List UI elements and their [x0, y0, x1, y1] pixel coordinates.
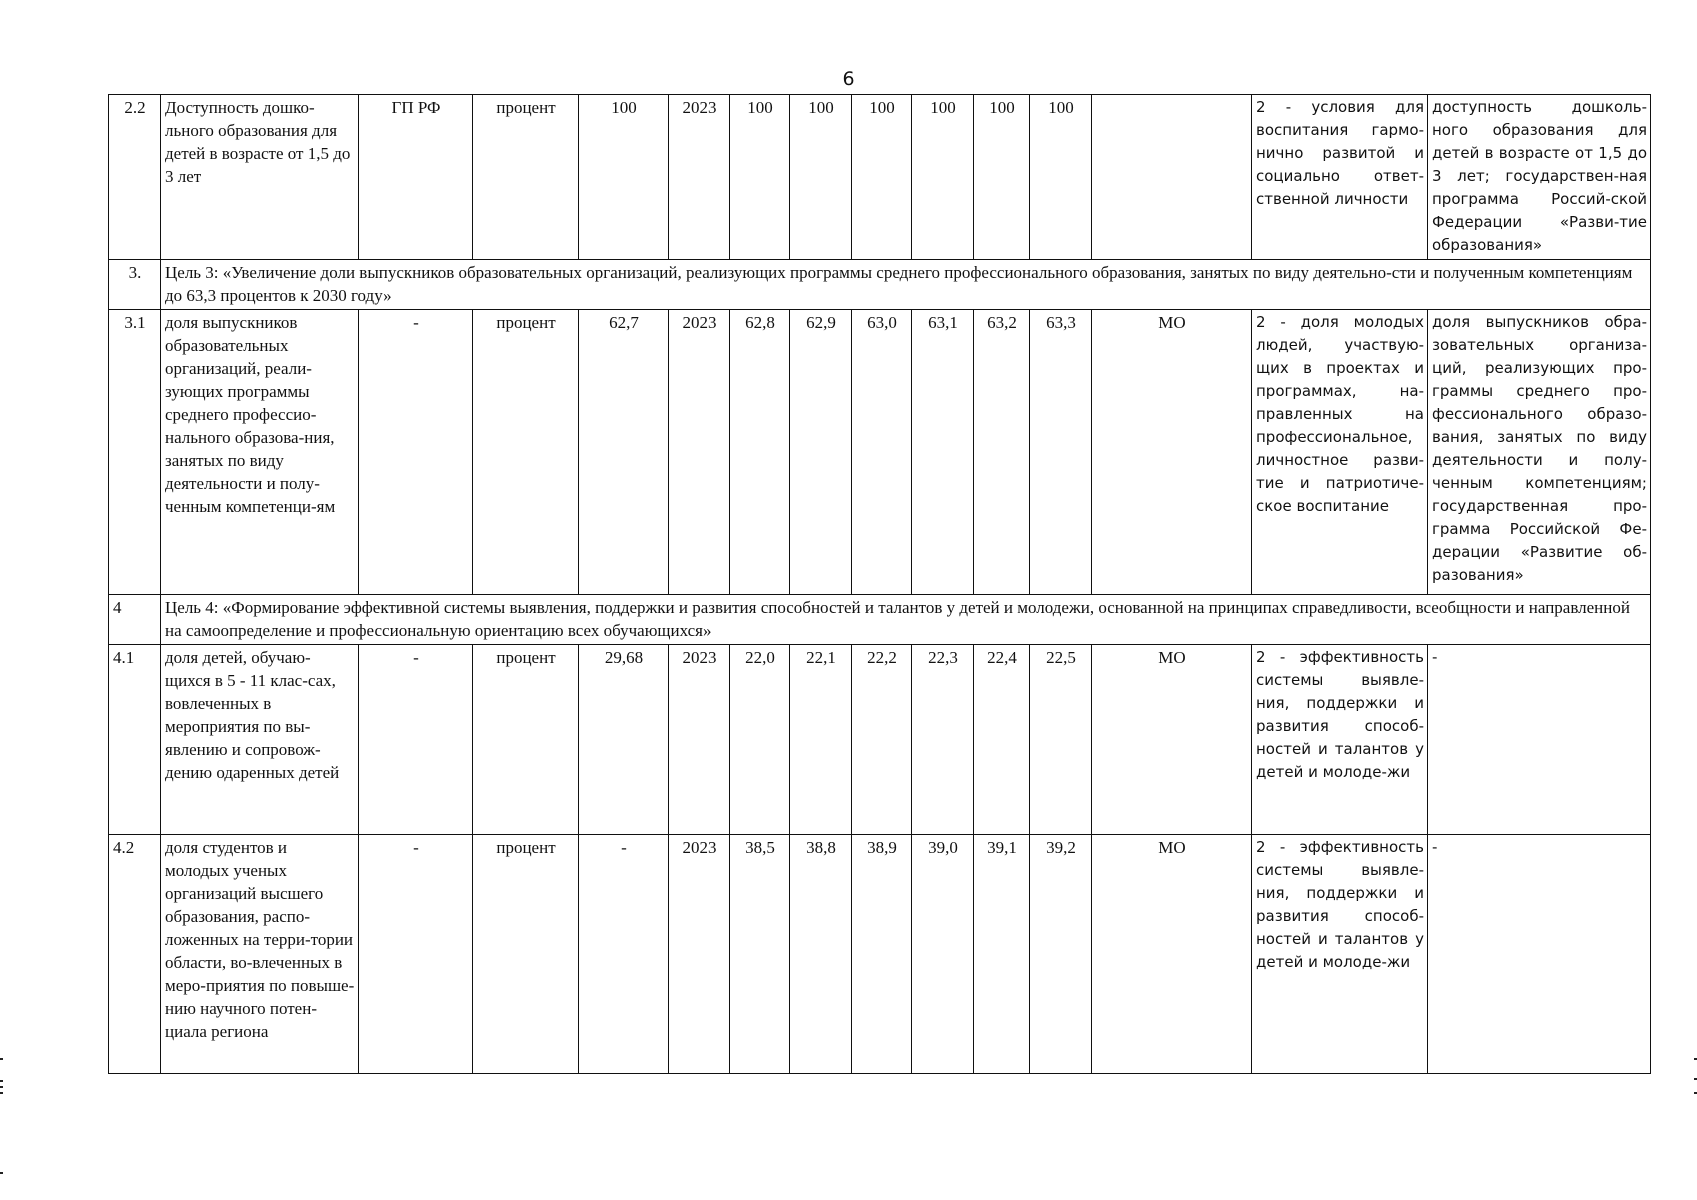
base-value: 29,68 [579, 645, 669, 835]
target-value: 38,9 [852, 835, 912, 1074]
indicator-name: Доступность дошко-льного образования для детей в возрасте от 1,5 до 3 лет [161, 95, 359, 260]
goal-row [109, 595, 1651, 645]
goal-text: Цель 3: «Увеличение доли выпускников образовательных организаций, реализующих программы среднего профессионального образования, занятых по виду деятельно-сти и полученным компетенциям до 63,3 процентов к 2030 году» [161, 260, 1651, 310]
row-number: 3.1 [109, 310, 161, 595]
goal-link: 2 - эффективность системы выявле-ния, поддержки и развития способ-ностей и талантов у детей и молоде-жи [1252, 835, 1428, 1074]
indicator-source: - [1428, 835, 1651, 1074]
target-value: 22,4 [974, 645, 1030, 835]
goal-link: 2 - эффективность системы выявле-ния, поддержки и развития способ-ностей и талантов у детей и молоде-жи [1252, 645, 1428, 835]
indicator-level: - [359, 835, 473, 1074]
goal-row [109, 260, 1651, 310]
scan-mark [0, 1092, 3, 1094]
responsible: МО [1092, 310, 1252, 595]
target-value: 100 [790, 95, 852, 260]
responsible [1092, 95, 1252, 260]
unit: процент [473, 835, 579, 1074]
target-value: 38,8 [790, 835, 852, 1074]
target-value: 62,8 [730, 310, 790, 595]
target-value: 22,5 [1030, 645, 1092, 835]
indicators-table [108, 94, 1651, 1074]
base-value: 100 [579, 95, 669, 260]
goal-number: 4 [109, 595, 161, 645]
target-value: 39,1 [974, 835, 1030, 1074]
target-value: 100 [852, 95, 912, 260]
indicator-level: - [359, 645, 473, 835]
target-value: 22,3 [912, 645, 974, 835]
scan-mark [0, 1172, 3, 1174]
indicator-name: доля выпускников образовательных организаций, реали-зующих программы среднего профессио-нального образова-ния, занятых по виду деятельности и полу-ченным компетенци-ям [161, 310, 359, 595]
row-number: 2.2 [109, 95, 161, 260]
target-value: 22,1 [790, 645, 852, 835]
base-value: 62,7 [579, 310, 669, 595]
target-value: 100 [730, 95, 790, 260]
goal-number: 3. [109, 260, 161, 310]
unit: процент [473, 645, 579, 835]
unit: процент [473, 95, 579, 260]
target-value: 100 [974, 95, 1030, 260]
target-value: 63,1 [912, 310, 974, 595]
indicator-level: ГП РФ [359, 95, 473, 260]
responsible: МО [1092, 835, 1252, 1074]
indicator-level: - [359, 310, 473, 595]
row-number: 4.2 [109, 835, 161, 1074]
scan-mark [0, 1086, 3, 1088]
table-row [109, 645, 1651, 835]
indicator-name: доля студентов и молодых ученых организаций высшего образования, распо-ложенных на терри-тории области, во-влеченных в меро-приятия по повыше-нию научного потен-циала региона [161, 835, 359, 1074]
target-value: 39,2 [1030, 835, 1092, 1074]
target-value: 100 [1030, 95, 1092, 260]
goal-link: 2 - доля молодых людей, участвую-щих в проектах и программах, на-правленных на профессиональное, личностное разви-тие и патриотиче-ское воспитание [1252, 310, 1428, 595]
responsible: МО [1092, 645, 1252, 835]
target-value: 22,0 [730, 645, 790, 835]
scan-mark [0, 1080, 3, 1082]
row-number: 4.1 [109, 645, 161, 835]
goal-link: 2 - условия для воспитания гармо-нично развитой и социально ответ-ственной личности [1252, 95, 1428, 260]
target-value: 38,5 [730, 835, 790, 1074]
table-row [109, 310, 1651, 595]
base-value: - [579, 835, 669, 1074]
indicator-name: доля детей, обучаю-щихся в 5 - 11 клас-сах, вовлеченных в мероприятия по вы-явлению и сопровож-дению одаренных детей [161, 645, 359, 835]
base-year: 2023 [669, 645, 730, 835]
target-value: 62,9 [790, 310, 852, 595]
page-number: 6 [842, 68, 855, 90]
target-value: 39,0 [912, 835, 974, 1074]
target-value: 63,2 [974, 310, 1030, 595]
indicator-source: доступность дошколь-ного образования для детей в возрасте от 1,5 до 3 лет; государствен-ная программа Россий-ской Федерации «Разви-тие образования» [1428, 95, 1651, 260]
base-year: 2023 [669, 310, 730, 595]
scan-mark [0, 1058, 3, 1060]
target-value: 22,2 [852, 645, 912, 835]
indicator-source: - [1428, 645, 1651, 835]
unit: процент [473, 310, 579, 595]
goal-text: Цель 4: «Формирование эффективной системы выявления, поддержки и развития способностей и талантов у детей и молодежи, основанной на принципах справедливости, всеобщности и направленной на самоопределение и профессиональную ориентацию всех обучающихся» [161, 595, 1651, 645]
table-row [109, 835, 1651, 1074]
target-value: 100 [912, 95, 974, 260]
indicator-source: доля выпускников обра-зовательных организа-ций, реализующих про-граммы среднего про-фессионального образо-вания, занятых по виду деятельности и полу-ченным компетенциям; государственная про-грамма Российской Фе-дерации «Развитие об-разования» [1428, 310, 1651, 595]
table-row [109, 95, 1651, 260]
base-year: 2023 [669, 95, 730, 260]
target-value: 63,0 [852, 310, 912, 595]
target-value: 63,3 [1030, 310, 1092, 595]
base-year: 2023 [669, 835, 730, 1074]
